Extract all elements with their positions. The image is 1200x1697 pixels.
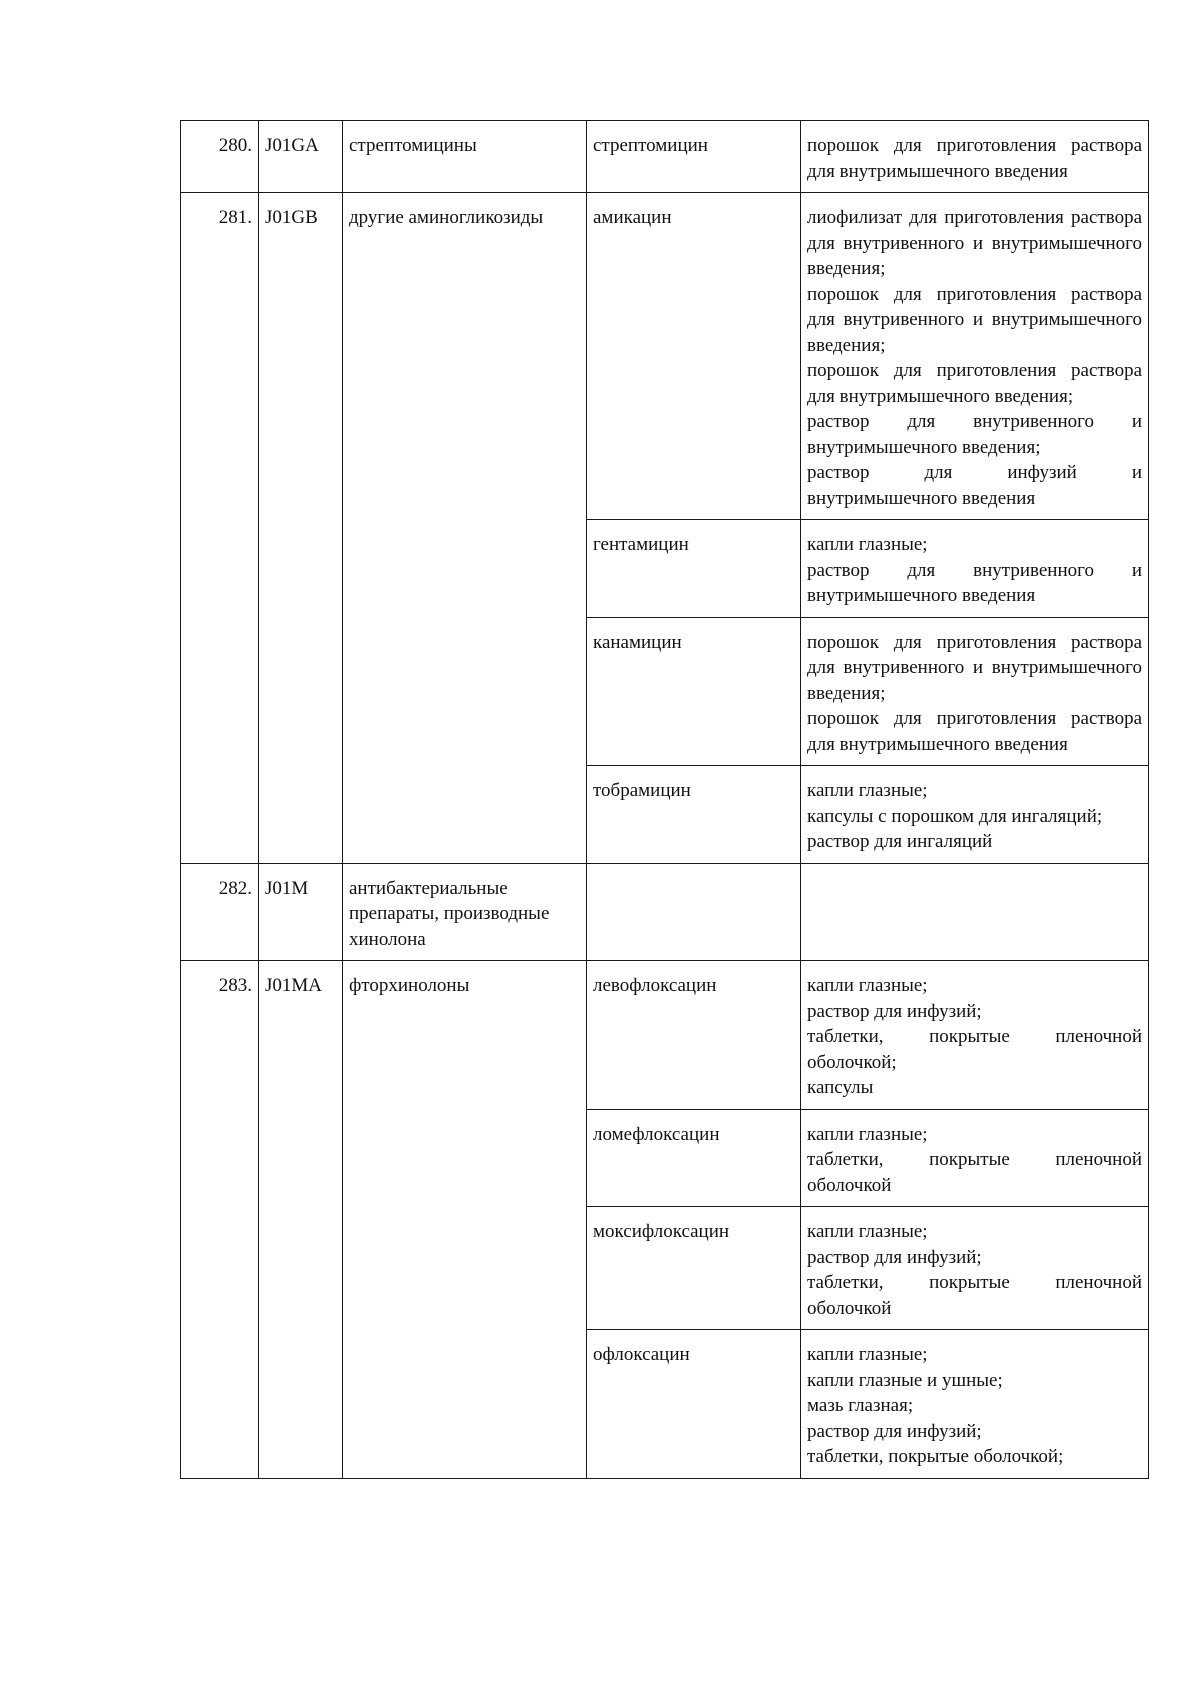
atc-code: J01GA: [259, 121, 343, 193]
drug-name: стрептомицин: [587, 121, 801, 193]
dosage-form-item: капли глазные;: [807, 975, 928, 996]
dosage-form-item: капли глазные;: [807, 780, 928, 801]
dosage-form-item: раствор для инфузий;: [807, 1420, 982, 1442]
dosage-form-item: капли глазные;: [807, 1123, 928, 1145]
dosage-form-item: раствор для инфузий;: [807, 1000, 982, 1022]
dosage-form-item: порошок для приготовления раствора для внутримышечного введения: [807, 135, 1142, 182]
dosage-form-item: мазь глазная;: [807, 1395, 914, 1416]
table-row: [181, 193, 1149, 520]
dosage-form-item: порошок для приготовления раствора для внутримышечного введения: [807, 708, 1142, 755]
dosage-form-item: капсулы: [807, 1077, 874, 1098]
drug-name: гентамицин: [587, 520, 801, 618]
dosage-form-item: раствор для внутривенного и внутримышечного введения: [807, 559, 1142, 606]
dosage-forms: [801, 520, 1149, 618]
drug-table-body: [181, 121, 1149, 1479]
atc-code: J01M: [259, 863, 343, 961]
drug-name: моксифлоксацин: [587, 1207, 801, 1330]
table-row: [181, 121, 1149, 193]
dosage-form-item: раствор для ингаляций: [807, 831, 993, 852]
dosage-form-item: раствор для инфузий;: [807, 1246, 982, 1268]
dosage-forms: [801, 863, 1149, 961]
group-name: другие аминогликозиды: [343, 193, 587, 864]
row-number: 280.: [181, 121, 259, 193]
dosage-forms: [801, 961, 1149, 1110]
drug-name: амикацин: [587, 193, 801, 520]
drug-name: тобрамицин: [587, 766, 801, 864]
row-number: 282.: [181, 863, 259, 961]
dosage-form-item: таблетки, покрытые пленочной оболочкой: [807, 1149, 1142, 1196]
dosage-forms: [801, 1109, 1149, 1207]
atc-code: J01GB: [259, 193, 343, 864]
dosage-form-item: капли глазные;: [807, 1221, 928, 1242]
dosage-form-item: капсулы с порошком для ингаляций;: [807, 805, 1103, 827]
dosage-forms: [801, 617, 1149, 766]
dosage-form-item: раствор для инфузий и внутримышечного введения: [807, 462, 1142, 509]
dosage-form-item: лиофилизат для приготовления раствора для внутривенного и внутримышечного введения;: [807, 207, 1142, 279]
drug-name: офлоксацин: [587, 1330, 801, 1479]
drug-name: [587, 863, 801, 961]
group-name: фторхинолоны: [343, 961, 587, 1479]
row-number: 283.: [181, 961, 259, 1479]
table-row: [181, 961, 1149, 1110]
dosage-forms: [801, 1207, 1149, 1330]
group-name: стрептомицины: [343, 121, 587, 193]
table-row: [181, 863, 1149, 961]
dosage-form-item: раствор для внутривенного и внутримышечного введения;: [807, 411, 1142, 458]
dosage-form-item: таблетки, покрытые пленочной оболочкой;: [807, 1026, 1142, 1073]
atc-code: J01MA: [259, 961, 343, 1479]
drug-name: канамицин: [587, 617, 801, 766]
dosage-form-item: капли глазные и ушные;: [807, 1369, 1003, 1391]
dosage-form-item: порошок для приготовления раствора для внутривенного и внутримышечного введения;: [807, 283, 1142, 356]
drug-table: [180, 120, 1149, 1479]
dosage-form-item: таблетки, покрытые пленочной оболочкой: [807, 1272, 1142, 1319]
dosage-form-item: таблетки, покрытые оболочкой;: [807, 1446, 1064, 1467]
dosage-form-item: капли глазные;: [807, 1344, 928, 1365]
dosage-forms: [801, 1330, 1149, 1479]
dosage-forms: [801, 766, 1149, 864]
dosage-forms: [801, 193, 1149, 520]
dosage-form-item: порошок для приготовления раствора для внутримышечного введения;: [807, 360, 1142, 407]
row-number: 281.: [181, 193, 259, 864]
dosage-forms: [801, 121, 1149, 193]
group-name: антибактериальные препараты, производные хинолона: [343, 863, 587, 961]
drug-name: ломефлоксацин: [587, 1109, 801, 1207]
drug-name: левофлоксацин: [587, 961, 801, 1110]
dosage-form-item: капли глазные;: [807, 534, 928, 555]
dosage-form-item: порошок для приготовления раствора для внутривенного и внутримышечного введения;: [807, 631, 1142, 704]
